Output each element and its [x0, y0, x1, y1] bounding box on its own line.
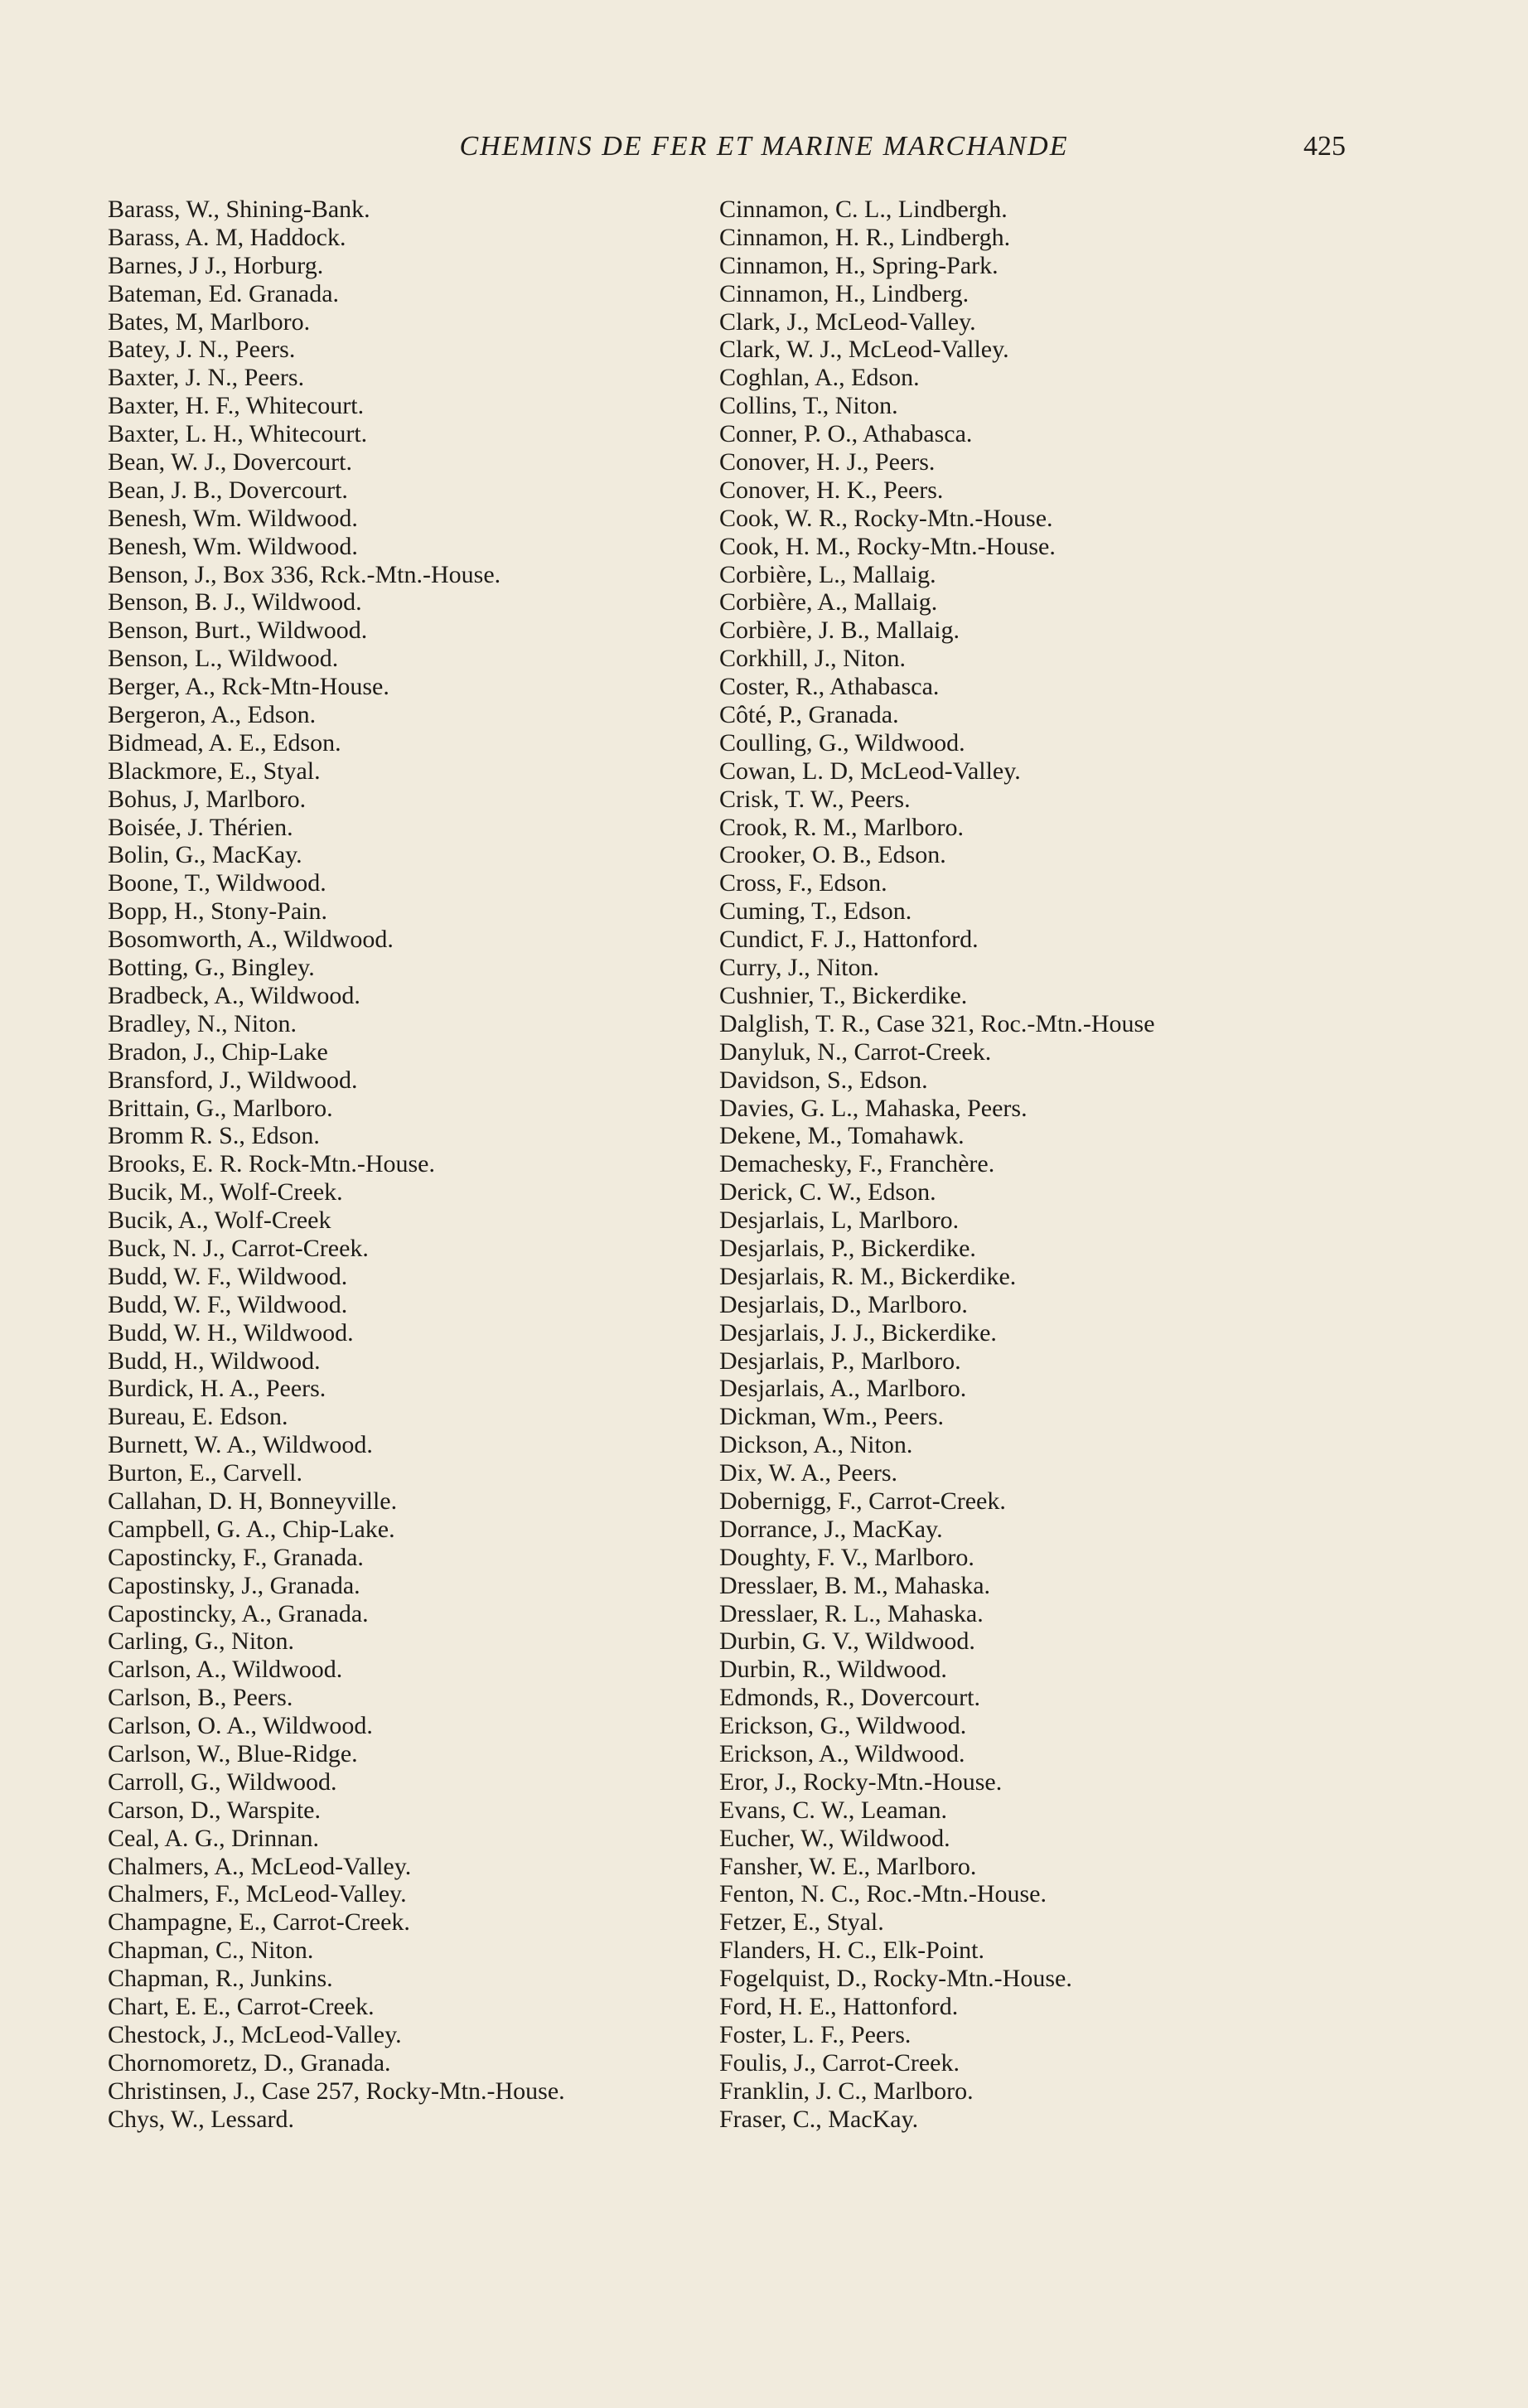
- list-item: Desjarlais, L, Marlboro.: [719, 1206, 960, 1235]
- list-item: Erickson, A., Wildwood.: [719, 1739, 965, 1767]
- list-item: Corbière, A., Mallaig.: [719, 588, 938, 617]
- list-item: Coster, R., Athabasca.: [719, 673, 940, 701]
- list-item: Champagne, E., Carrot-Creek.: [108, 1908, 410, 1937]
- list-item: Burnett, W. A., Wildwood.: [108, 1431, 373, 1459]
- list-item: Christinsen, J., Case 257, Rocky-Mtn.-House.: [108, 2077, 565, 2105]
- list-item: Chalmers, A., McLeod-Valley.: [108, 1852, 412, 1880]
- list-item: Dobernigg, F., Carrot-Creek.: [719, 1487, 1006, 1515]
- list-item: Capostincky, A., Granada.: [108, 1599, 369, 1627]
- list-item: Chalmers, F., McLeod-Valley.: [108, 1880, 407, 1908]
- list-item: Bergeron, A., Edson.: [108, 701, 317, 729]
- list-item: Carson, D., Warspite.: [108, 1796, 321, 1824]
- list-item: Budd, H., Wildwood.: [108, 1347, 321, 1375]
- list-item: Bromm R. S., Edson.: [108, 1122, 320, 1150]
- list-item: Bureau, E. Edson.: [108, 1403, 288, 1431]
- list-item: Cushnier, T., Bickerdike.: [719, 981, 968, 1009]
- list-item: Capostinsky, J., Granada.: [108, 1571, 360, 1599]
- list-item: Fenton, N. C., Roc.-Mtn.-House.: [719, 1880, 1047, 1908]
- list-item: Budd, W. H., Wildwood.: [108, 1318, 354, 1347]
- list-item: Cowan, L. D, McLeod-Valley.: [719, 757, 1021, 785]
- list-item: Bradbeck, A., Wildwood.: [108, 981, 360, 1009]
- list-item: Barass, W., Shining-Bank.: [108, 196, 370, 223]
- list-item: Carlson, W., Blue-Ridge.: [108, 1739, 358, 1767]
- list-item: Brittain, G., Marlboro.: [108, 1094, 333, 1122]
- list-item: Durbin, G. V., Wildwood.: [719, 1627, 975, 1656]
- list-item: Cundict, F. J., Hattonford.: [719, 926, 979, 954]
- list-item: Baxter, L. H., Whitecourt.: [108, 420, 368, 448]
- list-item: Collins, T., Niton.: [719, 392, 898, 420]
- list-item: Desjarlais, D., Marlboro.: [719, 1290, 968, 1318]
- list-item: Fetzer, E., Styal.: [719, 1908, 884, 1937]
- list-item: Derick, C. W., Edson.: [719, 1178, 936, 1206]
- list-item: Flanders, H. C., Elk-Point.: [719, 1937, 984, 1965]
- list-item: Crook, R. M., Marlboro.: [719, 813, 964, 841]
- list-item: Dorrance, J., MacKay.: [719, 1515, 943, 1543]
- list-item: Cinnamon, H., Lindberg.: [719, 279, 970, 307]
- list-item: Cook, H. M., Rocky-Mtn.-House.: [719, 532, 1056, 560]
- list-item: Burton, E., Carvell.: [108, 1459, 302, 1487]
- list-item: Boisée, J. Thérien.: [108, 813, 293, 841]
- list-item: Bohus, J, Marlboro.: [108, 785, 307, 813]
- list-item: Chornomoretz, D., Granada.: [108, 2048, 391, 2077]
- list-item: Carlson, A., Wildwood.: [108, 1656, 343, 1684]
- list-item: Cinnamon, H. R., Lindbergh.: [719, 223, 1011, 251]
- list-item: Desjarlais, P., Marlboro.: [719, 1347, 961, 1375]
- list-item: Doughty, F. V., Marlboro.: [719, 1543, 974, 1571]
- list-item: Curry, J., Niton.: [719, 954, 880, 982]
- list-item: Barnes, J J., Horburg.: [108, 251, 324, 279]
- list-item: Baxter, H. F., Whitecourt.: [108, 392, 365, 420]
- list-item: Eror, J., Rocky-Mtn.-House.: [719, 1767, 1003, 1796]
- list-item: Bean, W. J., Dovercourt.: [108, 448, 352, 476]
- list-item: Chart, E. E., Carrot-Creek.: [108, 1993, 375, 2020]
- list-item: Bradon, J., Chip-Lake: [108, 1037, 328, 1066]
- list-item: Edmonds, R., Dovercourt.: [719, 1684, 980, 1712]
- list-item: Benesh, Wm. Wildwood.: [108, 532, 358, 560]
- list-item: Capostincky, F., Granada.: [108, 1543, 364, 1571]
- list-item: Eucher, W., Wildwood.: [719, 1824, 950, 1852]
- list-item: Dalglish, T. R., Case 321, Roc.-Mtn.-House: [719, 1009, 1155, 1037]
- list-item: Bates, M, Marlboro.: [108, 307, 311, 336]
- list-item: Cross, F., Edson.: [719, 869, 887, 897]
- list-item: Clark, W. J., McLeod-Valley.: [719, 336, 1009, 364]
- right-column-list: [719, 196, 1155, 2133]
- list-item: Chys, W., Lessard.: [108, 2105, 294, 2133]
- list-item: Dresslaer, R. L., Mahaska.: [719, 1599, 984, 1627]
- list-item: Crisk, T. W., Peers.: [719, 785, 911, 813]
- list-item: Côté, P., Granada.: [719, 701, 899, 729]
- list-item: Coghlan, A., Edson.: [719, 364, 920, 392]
- list-item: Batey, J. N., Peers.: [108, 336, 296, 364]
- list-item: Berger, A., Rck-Mtn-House.: [108, 673, 389, 701]
- list-item: Desjarlais, J. J., Bickerdike.: [719, 1318, 997, 1347]
- list-item: Bopp, H., Stony-Pain.: [108, 897, 328, 926]
- running-header-title: CHEMINS DE FER ET MARINE MARCHANDE: [459, 131, 1069, 162]
- list-item: Cuming, T., Edson.: [719, 897, 912, 926]
- list-item: Carlson, O. A., Wildwood.: [108, 1712, 373, 1740]
- list-item: Cinnamon, C. L., Lindbergh.: [719, 196, 1008, 223]
- list-item: Durbin, R., Wildwood.: [719, 1656, 947, 1684]
- list-item: Barass, A. M, Haddock.: [108, 223, 346, 251]
- list-item: Baxter, J. N., Peers.: [108, 364, 305, 392]
- list-item: Bucik, M., Wolf-Creek.: [108, 1178, 343, 1206]
- list-item: Campbell, G. A., Chip-Lake.: [108, 1515, 395, 1543]
- list-item: Blackmore, E., Styal.: [108, 757, 321, 785]
- list-item: Danyluk, N., Carrot-Creek.: [719, 1037, 992, 1066]
- list-item: Dix, W. A., Peers.: [719, 1459, 898, 1487]
- list-item: Carling, G., Niton.: [108, 1627, 294, 1656]
- list-item: Fansher, W. E., Marlboro.: [719, 1852, 977, 1880]
- list-item: Bolin, G., MacKay.: [108, 841, 302, 869]
- list-item: Bosomworth, A., Wildwood.: [108, 926, 394, 954]
- list-item: Dekene, M., Tomahawk.: [719, 1122, 965, 1150]
- list-item: Conover, H. J., Peers.: [719, 448, 936, 476]
- list-item: Brooks, E. R. Rock-Mtn.-House.: [108, 1150, 435, 1178]
- list-item: Burdick, H. A., Peers.: [108, 1375, 326, 1403]
- list-item: Corbière, J. B., Mallaig.: [719, 617, 960, 645]
- list-item: Foster, L. F., Peers.: [719, 2020, 911, 2048]
- list-item: Dickson, A., Niton.: [719, 1431, 913, 1459]
- list-item: Corkhill, J., Niton.: [719, 645, 907, 673]
- list-item: Franklin, J. C., Marlboro.: [719, 2077, 974, 2105]
- list-item: Demachesky, F., Franchère.: [719, 1150, 995, 1178]
- list-item: Dresslaer, B. M., Mahaska.: [719, 1571, 991, 1599]
- list-item: Bucik, A., Wolf-Creek: [108, 1206, 331, 1235]
- list-item: Bradley, N., Niton.: [108, 1009, 297, 1037]
- list-item: Bateman, Ed. Granada.: [108, 279, 340, 307]
- list-item: Ford, H. E., Hattonford.: [719, 1993, 959, 2020]
- list-item: Dickman, Wm., Peers.: [719, 1403, 945, 1431]
- list-item: Chapman, C., Niton.: [108, 1937, 314, 1965]
- list-item: Erickson, G., Wildwood.: [719, 1712, 967, 1740]
- list-item: Fogelquist, D., Rocky-Mtn.-House.: [719, 1965, 1072, 1993]
- list-item: Fraser, C., MacKay.: [719, 2105, 919, 2133]
- list-item: Davidson, S., Edson.: [719, 1066, 928, 1094]
- list-item: Bidmead, A. E., Edson.: [108, 728, 341, 757]
- list-item: Conover, H. K., Peers.: [719, 476, 944, 504]
- list-item: Chestock, J., McLeod-Valley.: [108, 2020, 402, 2048]
- list-item: Botting, G., Bingley.: [108, 954, 315, 982]
- list-item: Cook, W. R., Rocky-Mtn.-House.: [719, 504, 1053, 532]
- list-item: Bransford, J., Wildwood.: [108, 1066, 358, 1094]
- list-item: Benson, J., Box 336, Rck.-Mtn.-House.: [108, 560, 501, 588]
- list-item: Boone, T., Wildwood.: [108, 869, 326, 897]
- list-item: Benesh, Wm. Wildwood.: [108, 504, 358, 532]
- list-item: Benson, Burt., Wildwood.: [108, 617, 368, 645]
- list-item: Benson, L., Wildwood.: [108, 645, 339, 673]
- list-item: Coulling, G., Wildwood.: [719, 728, 965, 757]
- list-item: Evans, C. W., Leaman.: [719, 1796, 947, 1824]
- list-item: Clark, J., McLeod-Valley.: [719, 307, 976, 336]
- list-item: Desjarlais, R. M., Bickerdike.: [719, 1262, 1017, 1290]
- list-item: Cinnamon, H., Spring-Park.: [719, 251, 999, 279]
- list-item: Bean, J. B., Dovercourt.: [108, 476, 348, 504]
- list-item: Budd, W. F., Wildwood.: [108, 1262, 348, 1290]
- list-item: Crooker, O. B., Edson.: [719, 841, 946, 869]
- list-item: Conner, P. O., Athabasca.: [719, 420, 973, 448]
- list-item: Buck, N. J., Carrot-Creek.: [108, 1234, 369, 1262]
- list-item: Carroll, G., Wildwood.: [108, 1767, 337, 1796]
- list-item: Carlson, B., Peers.: [108, 1684, 293, 1712]
- list-item: Budd, W. F., Wildwood.: [108, 1290, 348, 1318]
- list-item: Chapman, R., Junkins.: [108, 1965, 333, 1993]
- list-item: Desjarlais, A., Marlboro.: [719, 1375, 967, 1403]
- list-item: Benson, B. J., Wildwood.: [108, 588, 362, 617]
- list-item: Desjarlais, P., Bickerdike.: [719, 1234, 976, 1262]
- list-item: Foulis, J., Carrot-Creek.: [719, 2048, 960, 2077]
- list-item: Ceal, A. G., Drinnan.: [108, 1824, 319, 1852]
- list-item: Davies, G. L., Mahaska, Peers.: [719, 1094, 1028, 1122]
- left-column-list: [108, 196, 565, 2133]
- list-item: Corbière, L., Mallaig.: [719, 560, 936, 588]
- page-number: 425: [1303, 131, 1346, 162]
- list-item: Callahan, D. H, Bonneyville.: [108, 1487, 398, 1515]
